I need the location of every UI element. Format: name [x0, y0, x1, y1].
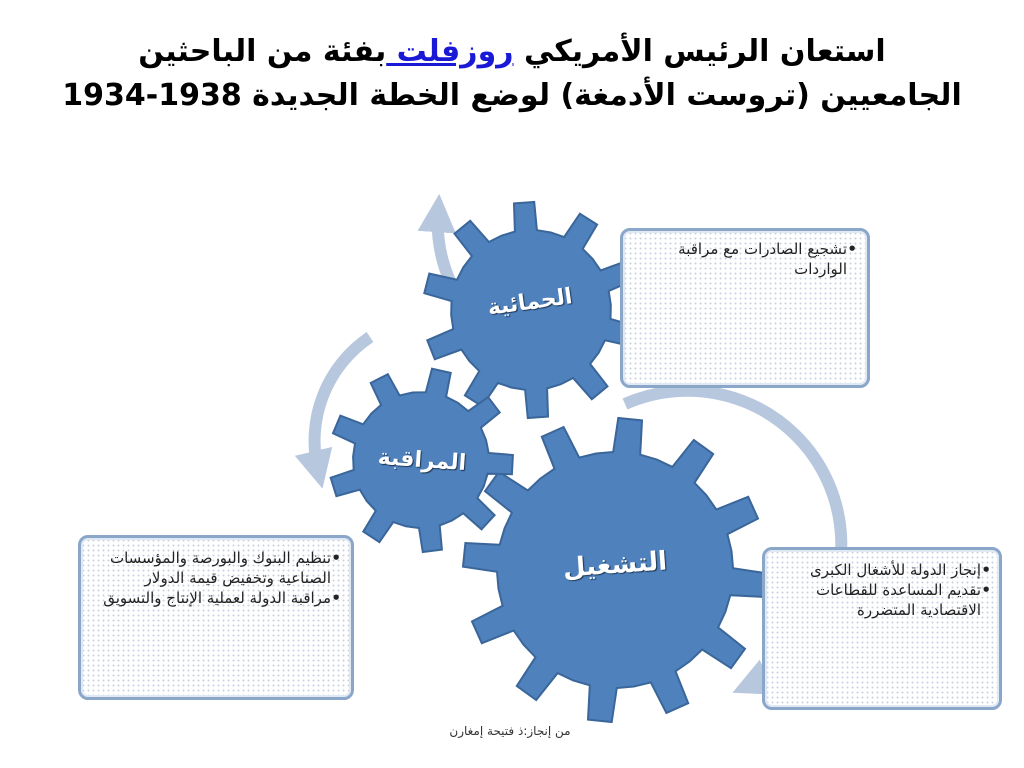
monitoring-list [93, 548, 341, 608]
protection-box [620, 228, 870, 388]
footer-credit: من إنجاز:ذ فتيحة إمغارن [449, 724, 571, 738]
monitoring-box [78, 535, 354, 700]
title-line1-part1: استعان الرئيس الأمريكي [513, 34, 886, 69]
monitoring-item: • مراقبة الدولة لعملية الإنتاج والتسويق [93, 588, 341, 608]
protection-list [635, 239, 857, 279]
gear-label-protection: الحمائية [486, 284, 574, 321]
employment-list [773, 560, 991, 620]
title-line1-part2: بفئة من الباحثين [138, 34, 387, 69]
monitoring-item: • تنظيم البنوك والبورصة والمؤسسات الصناعية وتخفيض قيمة الدولار [93, 548, 341, 588]
gear-label-employment: التشغيل [561, 546, 669, 584]
employment-box [762, 547, 1002, 710]
title-line-2: الجامعيين (تروست الأدمغة) لوضع الخطة الجديدة 1938-1934 [62, 78, 962, 113]
employment-item: • إنجاز الدولة للأشغال الكبرى [773, 560, 991, 580]
roosevelt-link[interactable]: روزفلت [386, 34, 514, 69]
gear-label-monitoring: المراقبة [376, 444, 468, 477]
protection-item: • تشجيع الصادرات مع مراقبة الواردات [635, 239, 857, 279]
employment-item: • تقديم المساعدة للقطاعات الاقتصادية المتضررة [776, 580, 991, 620]
